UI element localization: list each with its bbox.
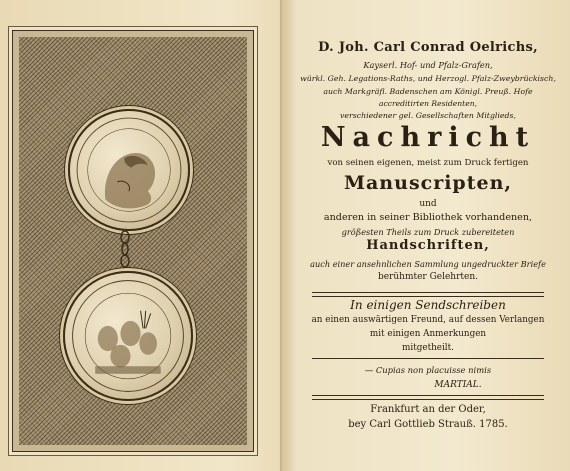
portrait-medal — [68, 109, 190, 231]
double-rule-top — [312, 292, 544, 297]
subtitle-handschriften: Handschriften, — [366, 238, 490, 253]
motto-author: MARTIAL. — [434, 380, 482, 390]
form-line-4: mitgetheilt. — [402, 343, 454, 353]
medal-chain — [117, 231, 133, 271]
motto: — Cupias non placuisse nimis — [364, 365, 492, 375]
author-titles-line-3: auch Markgräfl. Badenschen am Königl. Preuß. Hofe — [323, 87, 533, 96]
subtitle-line-und: und — [419, 199, 437, 209]
imprint-place: Frankfurt an der Oder, — [370, 404, 486, 415]
author-titles-line-5: verschiedener gel. Gesellschaften Mitglieds, — [339, 111, 517, 120]
book-gutter — [280, 0, 284, 471]
title-page — [286, 0, 570, 471]
author-titles-line-4: accreditirten Residenten, — [378, 99, 478, 108]
double-rule-bottom — [312, 395, 544, 400]
society-medal-image — [65, 273, 191, 399]
society-medal — [63, 271, 193, 401]
single-rule — [312, 358, 544, 359]
form-line-2: an einen auswärtigen Freund, auf dessen Verlangen — [311, 315, 545, 325]
author-name: D. Joh. Carl Conrad Oelrichs, — [318, 40, 538, 55]
subtitle-line-2: anderen in seiner Bibliothek vorhandenen, — [323, 212, 533, 223]
subtitle-line-4: auch einer ansehnlichen Sammlung ungedruckter Briefe — [310, 259, 546, 269]
author-titles-line-1: Kayserl. Hof- und Pfalz-Grafen, — [363, 60, 493, 70]
frontispiece-plate — [12, 30, 254, 452]
subtitle-line-5: berühmter Gelehrten. — [377, 272, 479, 282]
author-titles-line-2: würkl. Geh. Legations-Raths, und Herzogl. Pfalz-Zweybrückisch, — [300, 74, 556, 83]
form-line-1: In einigen Sendschreiben — [350, 298, 506, 312]
subtitle-line-1: von seinen eigenen, meist zum Druck fertigen — [327, 158, 529, 168]
subtitle-line-3: größesten Theils zum Druck zubereiteten — [341, 227, 515, 237]
subtitle-manuscripts: Manuscripten, — [343, 172, 513, 194]
portrait-medal-image — [70, 111, 188, 229]
main-title: Nachricht — [320, 122, 536, 153]
form-line-3: mit einigen Anmerkungen — [369, 329, 487, 339]
imprint-printer: bey Carl Gottlieb Strauß. 1785. — [348, 419, 508, 430]
